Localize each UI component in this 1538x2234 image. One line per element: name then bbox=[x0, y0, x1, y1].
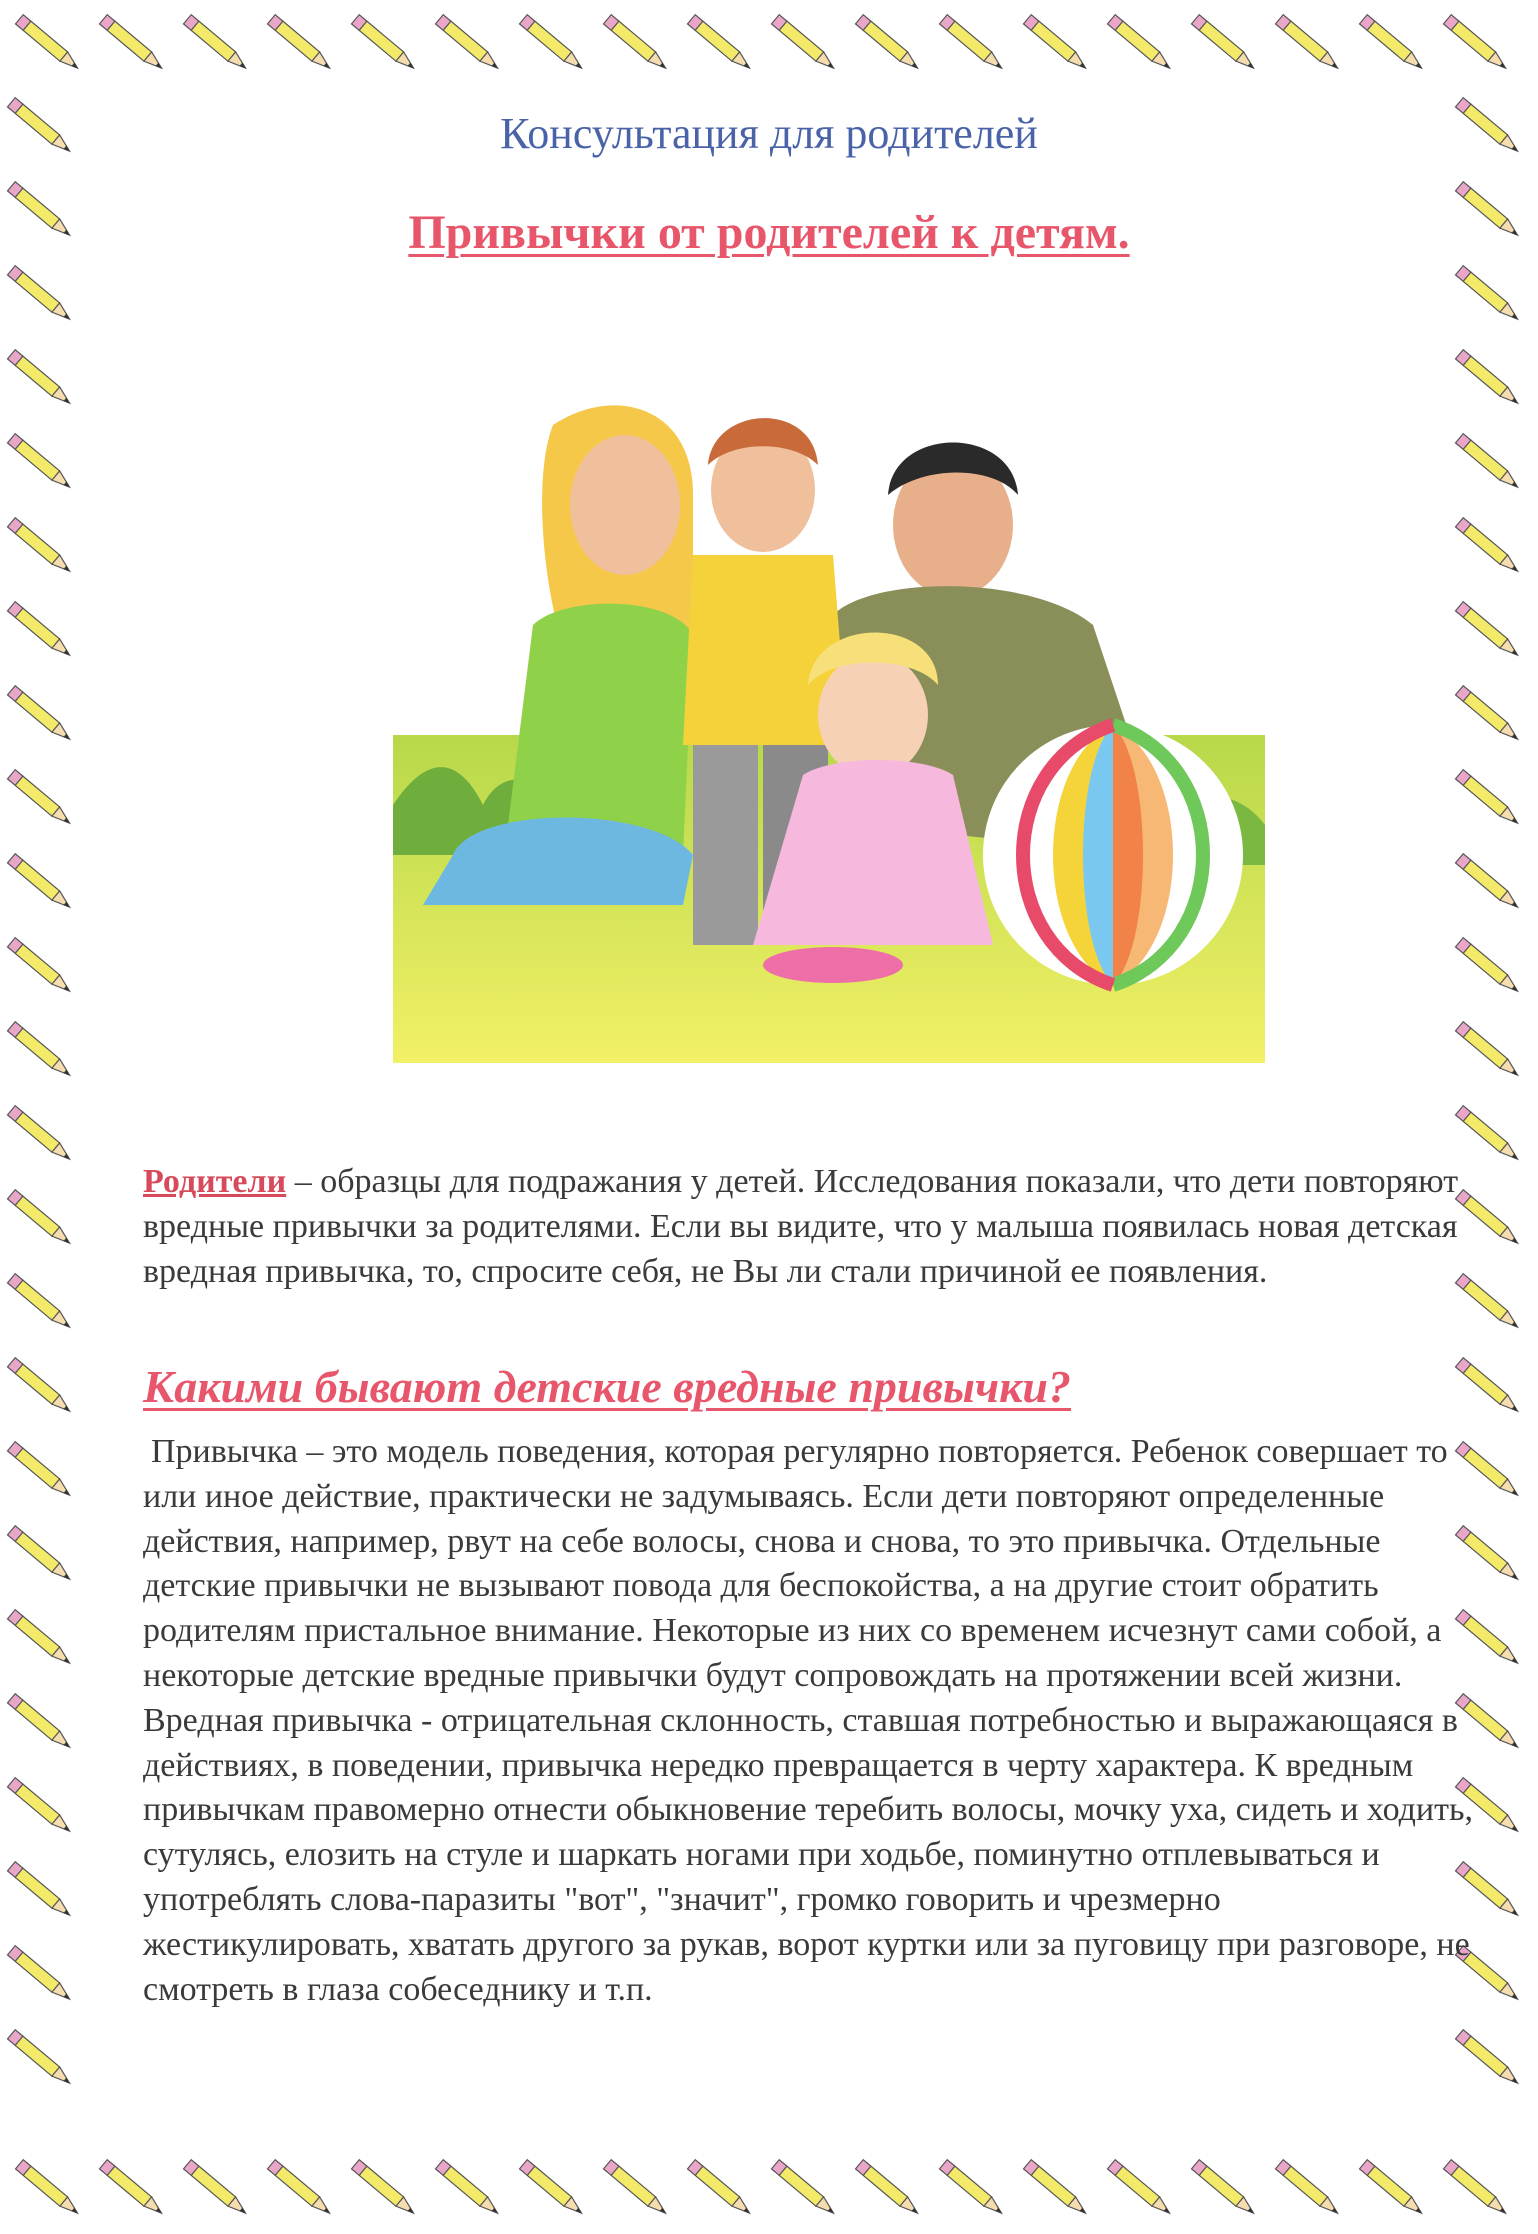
pencil-icon bbox=[184, 2160, 250, 2218]
pencil-icon bbox=[1456, 434, 1522, 492]
pencil-icon bbox=[1024, 2160, 1090, 2218]
pencil-icon bbox=[8, 2030, 74, 2088]
pencil-icon bbox=[8, 1442, 74, 1500]
pencil-icon bbox=[8, 1358, 74, 1416]
intro-lead-term: Родители bbox=[143, 1163, 287, 1200]
pencil-icon bbox=[1456, 602, 1522, 660]
pencil-icon bbox=[8, 1190, 74, 1248]
pencil-icon bbox=[8, 1274, 74, 1332]
pencil-icon bbox=[1444, 2160, 1510, 2218]
pencil-icon bbox=[1456, 1106, 1522, 1164]
pencil-icon bbox=[520, 2160, 586, 2218]
pencil-icon bbox=[8, 518, 74, 576]
family-illustration bbox=[393, 385, 1265, 1063]
pencil-icon bbox=[268, 15, 334, 73]
pencil-icon bbox=[772, 15, 838, 73]
pencil-icon bbox=[772, 2160, 838, 2218]
pencil-icon bbox=[436, 2160, 502, 2218]
pencil-icon bbox=[520, 15, 586, 73]
pencil-icon bbox=[1192, 2160, 1258, 2218]
body-paragraph: Привычка – это модель поведения, которая регулярно повторяется. Ребенок совершает то или иное действие, практически не задумываясь. Если дети повторяют определенные действия, например, рвут на себе волосы, снова и снова, то это привычка. Отдельные детские привычки не вызывают повода для беспокойства, а на другие стоит обратить родителям пристальное внимание. Некоторые из них со временем исчезнут сами собой, а некоторые детские вредные привычки будут сопровождать на протяжении всей жизни. Вредная привычка - отрицательная склонность, ставшая потребностью и выражающаяся в действиях, в поведении, привычка нередко превращается в черту характера. К вредным привычкам правомерно отнести обыкновение теребить волосы, мочку уха, сидеть и ходить, сутулясь, елозить на стуле и шаркать ногами при ходьбе, поминутно отплевываться и употреблять слова-паразиты "вот", "значит", громко говорить и чрезмерно жестикулировать, хватать другого за рукав, ворот куртки или за пуговицу при разговоре, не смотреть в глаза собеседнику и т.п. bbox=[143, 1433, 1473, 2008]
pencil-icon bbox=[8, 1946, 74, 2004]
pencil-icon bbox=[1456, 518, 1522, 576]
pencil-icon bbox=[184, 15, 250, 73]
pencil-icon bbox=[8, 602, 74, 660]
pencil-icon bbox=[1456, 686, 1522, 744]
pencil-icon bbox=[1456, 266, 1522, 324]
pencil-icon bbox=[1360, 2160, 1426, 2218]
pencil-icon bbox=[8, 854, 74, 912]
pencil-icon bbox=[8, 266, 74, 324]
pencil-icon bbox=[100, 15, 166, 73]
intro-paragraph bbox=[143, 1160, 1473, 1294]
pencil-icon bbox=[8, 1862, 74, 1920]
pencil-icon bbox=[8, 1106, 74, 1164]
pencil-icon bbox=[16, 2160, 82, 2218]
pencil-icon bbox=[8, 1778, 74, 1836]
pencil-icon bbox=[856, 2160, 922, 2218]
family-illustration-icon bbox=[393, 385, 1265, 1063]
pencil-icon bbox=[1456, 1358, 1522, 1416]
pencil-icon bbox=[1276, 2160, 1342, 2218]
pencil-icon bbox=[16, 15, 82, 73]
pencil-icon bbox=[1108, 15, 1174, 73]
pencil-icon bbox=[1456, 350, 1522, 408]
pencil-icon bbox=[940, 15, 1006, 73]
pencil-icon bbox=[688, 15, 754, 73]
section-heading: Какими бывают детские вредные привычки? bbox=[143, 1361, 1071, 1412]
pencil-icon bbox=[268, 2160, 334, 2218]
pencil-icon bbox=[604, 2160, 670, 2218]
pencil-icon bbox=[352, 15, 418, 73]
pencil-icon bbox=[8, 686, 74, 744]
pencil-icon bbox=[940, 2160, 1006, 2218]
pencil-icon bbox=[1024, 15, 1090, 73]
intro-text: – образцы для подражания у детей. Исследования показали, что дети повторяют вредные привычки за родителями. Если вы видите, что у малыша появилась новая детская вредная привычка, то, спросите себя, не Вы ли стали причиной ее появления. bbox=[143, 1163, 1459, 1290]
pencil-icon bbox=[688, 2160, 754, 2218]
pencil-icon bbox=[8, 1610, 74, 1668]
pencil-icon bbox=[1456, 770, 1522, 828]
pencil-icon bbox=[100, 2160, 166, 2218]
pencil-icon bbox=[1456, 854, 1522, 912]
pencil-icon bbox=[8, 1694, 74, 1752]
pencil-icon bbox=[1192, 15, 1258, 73]
pencil-icon bbox=[8, 350, 74, 408]
pencil-icon bbox=[1456, 2030, 1522, 2088]
pencil-icon bbox=[1456, 938, 1522, 996]
pencil-icon bbox=[8, 1022, 74, 1080]
pencil-icon bbox=[8, 938, 74, 996]
page-subtitle: Консультация для родителей bbox=[500, 109, 1038, 158]
pencil-icon bbox=[1456, 1022, 1522, 1080]
pencil-icon bbox=[8, 434, 74, 492]
pencil-icon bbox=[8, 1526, 74, 1584]
pencil-icon bbox=[1108, 2160, 1174, 2218]
pencil-icon bbox=[604, 15, 670, 73]
pencil-icon bbox=[1444, 15, 1510, 73]
pencil-icon bbox=[856, 15, 922, 73]
page-title: Привычки от родителей к детям. bbox=[408, 206, 1130, 259]
pencil-icon bbox=[8, 770, 74, 828]
pencil-icon bbox=[1276, 15, 1342, 73]
pencil-icon bbox=[352, 2160, 418, 2218]
pencil-icon bbox=[436, 15, 502, 73]
pencil-icon bbox=[1360, 15, 1426, 73]
